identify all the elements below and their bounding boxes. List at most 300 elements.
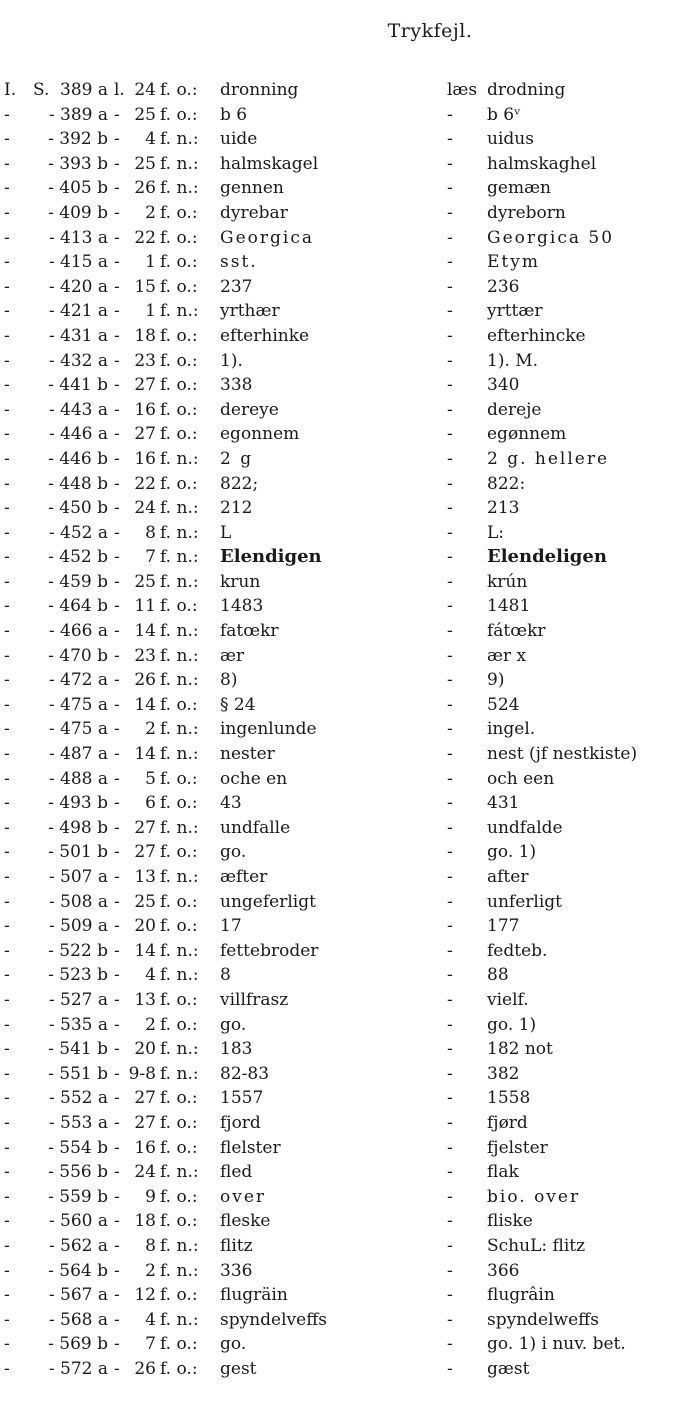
erroneous-text: halmskagel — [220, 153, 319, 174]
direction-note: f. n.: — [160, 1162, 199, 1183]
line-prefix: - — [114, 1088, 120, 1109]
page-ref: - 507 a — [48, 867, 108, 887]
errata-row — [0, 865, 700, 890]
line-number: 25 — [134, 571, 156, 592]
read-as-marker: - — [447, 867, 453, 887]
volume-marker: - — [4, 473, 10, 494]
direction-note: f. o.: — [160, 842, 198, 863]
read-as-marker: - — [447, 793, 453, 814]
corrected-text: yrttær — [487, 301, 543, 322]
volume-marker: - — [4, 596, 10, 617]
line-prefix: - — [114, 1334, 120, 1355]
line-number: 26 — [134, 178, 156, 199]
corrected-text: 9) — [487, 670, 505, 691]
page-ref: - 523 b — [48, 965, 108, 986]
erroneous-text: 212 — [220, 498, 253, 519]
line-prefix: - — [114, 768, 120, 789]
line-prefix: - — [114, 129, 120, 150]
volume-marker: - — [4, 301, 10, 322]
errata-row — [0, 1111, 700, 1136]
line-number: 24 — [134, 80, 156, 100]
corrected-text: 88 — [487, 965, 509, 986]
corrected-text: flugrâin — [487, 1285, 555, 1306]
volume-marker: - — [4, 104, 10, 125]
page-prefix: S. — [33, 80, 50, 100]
read-as-marker: - — [447, 202, 453, 223]
errata-row — [0, 226, 700, 251]
direction-note: f. n.: — [160, 1063, 199, 1084]
line-number: 27 — [134, 424, 156, 445]
erroneous-text: 8) — [220, 670, 238, 691]
read-as-marker: - — [447, 252, 453, 273]
read-as-marker: - — [447, 104, 453, 125]
read-as-marker: - — [447, 891, 453, 912]
volume-marker: - — [4, 399, 10, 420]
erroneous-text: Georgica — [220, 227, 314, 248]
corrected-text: SchuL: flitz — [487, 1235, 586, 1256]
line-prefix: - — [114, 1162, 120, 1183]
corrected-text: vielf. — [487, 989, 529, 1010]
direction-note: f. o.: — [160, 1211, 198, 1232]
errata-row — [0, 496, 700, 521]
volume-marker: - — [4, 768, 10, 789]
volume-marker: - — [4, 1137, 10, 1158]
line-prefix: - — [114, 793, 120, 814]
line-prefix: - — [114, 202, 120, 223]
erroneous-text: sst. — [220, 252, 258, 273]
erroneous-text: dyrebar — [220, 202, 288, 223]
read-as-marker: - — [447, 301, 453, 322]
volume-marker: - — [4, 621, 10, 642]
page-ref: - 498 b — [48, 817, 108, 838]
erroneous-text: spyndelveffs — [220, 1309, 328, 1330]
volume-marker: - — [4, 916, 10, 937]
errata-row — [0, 1185, 700, 1210]
line-number: 27 — [134, 842, 156, 863]
erroneous-text: go. — [220, 1014, 247, 1035]
volume-marker: - — [4, 793, 10, 814]
errata-row — [0, 1037, 700, 1062]
corrected-text: ingel. — [487, 719, 536, 740]
errata-row — [0, 447, 700, 472]
volume-marker: - — [4, 1358, 10, 1379]
line-prefix: - — [114, 547, 120, 568]
line-number: 12 — [134, 1285, 156, 1306]
line-number: 23 — [134, 350, 156, 371]
read-as-marker: - — [447, 768, 453, 789]
corrected-text: dyreborn — [487, 202, 566, 223]
volume-marker: - — [4, 891, 10, 912]
errata-row — [0, 1136, 700, 1161]
errata-row — [0, 1332, 700, 1357]
direction-note: f. n.: — [160, 498, 199, 519]
volume-marker: I. — [4, 80, 17, 100]
line-number: 5 — [145, 768, 156, 789]
read-as-marker: - — [447, 694, 453, 715]
volume-marker: - — [4, 1211, 10, 1232]
line-prefix: - — [114, 301, 120, 322]
read-as-marker: - — [447, 1334, 453, 1355]
corrected-text: Elendeligen — [487, 546, 607, 568]
errata-row — [0, 275, 700, 300]
errata-row — [0, 324, 700, 349]
line-prefix: - — [114, 375, 120, 396]
errata-row — [0, 398, 700, 423]
read-as-marker: - — [447, 842, 453, 863]
corrected-text: gemæn — [487, 178, 551, 199]
corrected-text: nest (jf nestkiste) — [487, 744, 638, 765]
errata-row — [0, 545, 700, 570]
line-prefix: - — [114, 399, 120, 420]
read-as-marker: - — [447, 916, 453, 937]
page-ref: - 446 a — [48, 424, 108, 445]
read-as-marker: - — [447, 1285, 453, 1306]
line-prefix: - — [114, 891, 120, 912]
line-number: 9 — [145, 1186, 156, 1207]
direction-note: f. o.: — [160, 424, 198, 445]
page-ref: 389 a — [60, 80, 108, 100]
volume-marker: - — [4, 129, 10, 150]
errata-row — [0, 767, 700, 792]
page-ref: - 415 a — [48, 252, 108, 273]
direction-note: f. o.: — [160, 473, 198, 494]
page-ref: - 470 b — [48, 645, 108, 666]
errata-row — [0, 840, 700, 865]
line-prefix: - — [114, 817, 120, 838]
erroneous-text: flelster — [220, 1137, 281, 1158]
erroneous-text: 82-83 — [220, 1063, 270, 1084]
page-ref: - 493 b — [48, 793, 108, 814]
read-as-marker: - — [447, 670, 453, 691]
erroneous-text: ingenlunde — [220, 719, 317, 740]
errata-row — [0, 472, 700, 497]
page-ref: - 522 b — [48, 940, 108, 961]
page-ref: - 432 a — [48, 350, 108, 371]
errata-row — [0, 299, 700, 324]
direction-note: f. o.: — [160, 350, 198, 371]
read-as-marker: - — [447, 965, 453, 986]
line-prefix: - — [114, 448, 120, 469]
erroneous-text: fjord — [220, 1112, 261, 1133]
erroneous-text: § 24 — [220, 694, 256, 715]
line-number: 27 — [134, 1112, 156, 1133]
read-as-marker: - — [447, 424, 453, 445]
direction-note: f. o.: — [160, 80, 198, 100]
corrected-text: unferligt — [487, 891, 562, 912]
read-as-marker: - — [447, 621, 453, 642]
line-prefix: - — [114, 916, 120, 937]
errata-row — [0, 201, 700, 226]
read-as-marker: - — [447, 1039, 453, 1060]
errata-row — [0, 644, 700, 669]
erroneous-text: undfalle — [220, 817, 291, 838]
volume-marker: - — [4, 375, 10, 396]
page-ref: - 569 b — [48, 1334, 108, 1355]
page-ref: - 553 a — [48, 1112, 108, 1133]
page-ref: - 443 a — [48, 399, 108, 420]
corrected-text: 524 — [487, 694, 520, 715]
direction-note: f. o.: — [160, 375, 198, 396]
direction-note: f. o.: — [160, 1088, 198, 1109]
corrected-text: 340 — [487, 375, 520, 396]
volume-marker: - — [4, 571, 10, 592]
line-prefix: - — [114, 670, 120, 691]
corrected-text: efterhincke — [487, 325, 586, 346]
page-ref: - 472 a — [48, 670, 108, 691]
line-number: 16 — [134, 399, 156, 420]
line-prefix: - — [114, 744, 120, 765]
errata-row — [0, 939, 700, 964]
volume-marker: - — [4, 1309, 10, 1330]
page-ref: - 560 a — [48, 1211, 108, 1232]
page-ref: - 508 a — [48, 891, 108, 912]
corrected-text: fjelster — [487, 1137, 548, 1158]
volume-marker: - — [4, 1186, 10, 1207]
direction-note: f. o.: — [160, 325, 198, 346]
errata-row — [0, 152, 700, 177]
errata-row — [0, 78, 700, 103]
erroneous-text: krun — [220, 571, 261, 592]
direction-note: f. n.: — [160, 1309, 199, 1330]
erroneous-text: 237 — [220, 276, 253, 297]
page-ref: - 392 b — [48, 129, 108, 150]
page-ref: - 450 b — [48, 498, 108, 519]
page-ref: - 446 b — [48, 448, 108, 469]
erroneous-text: gest — [220, 1358, 257, 1379]
volume-marker: - — [4, 1039, 10, 1060]
page-ref: - 389 a — [48, 104, 108, 125]
direction-note: f. n.: — [160, 621, 199, 642]
corrected-text: fjørd — [487, 1112, 528, 1133]
line-number: 1 — [145, 301, 156, 322]
errata-row — [0, 1062, 700, 1087]
erroneous-text: egonnem — [220, 424, 300, 445]
line-number: 27 — [134, 375, 156, 396]
erroneous-text: over — [220, 1186, 267, 1207]
errata-row — [0, 1209, 700, 1234]
read-as-marker: - — [447, 498, 453, 519]
line-number: 22 — [134, 227, 156, 248]
line-number: 1 — [145, 252, 156, 273]
line-prefix: - — [114, 276, 120, 297]
page-ref: - 535 a — [48, 1014, 108, 1035]
line-prefix: - — [114, 227, 120, 248]
direction-note: f. n.: — [160, 129, 199, 150]
direction-note: f. o.: — [160, 202, 198, 223]
direction-note: f. n.: — [160, 965, 199, 986]
line-number: 2 — [145, 719, 156, 740]
volume-marker: - — [4, 670, 10, 691]
line-number: 15 — [134, 276, 156, 297]
read-as-marker: - — [447, 227, 453, 248]
direction-note: f. o.: — [160, 1334, 198, 1355]
errata-row — [0, 103, 700, 128]
read-as-marker: - — [447, 375, 453, 396]
erroneous-text: 2 g — [220, 448, 254, 469]
corrected-text: 1558 — [487, 1088, 531, 1109]
corrected-text: fliske — [487, 1211, 533, 1232]
read-as-marker: - — [447, 399, 453, 420]
read-as-marker: - — [447, 129, 453, 150]
read-as-marker: - — [447, 645, 453, 666]
volume-marker: - — [4, 252, 10, 273]
line-prefix: - — [114, 989, 120, 1010]
page-ref: - 459 b — [48, 571, 108, 592]
volume-marker: - — [4, 645, 10, 666]
errata-row — [0, 988, 700, 1013]
page-ref: - 452 a — [48, 522, 108, 543]
line-prefix: - — [114, 178, 120, 199]
erroneous-text: fleske — [220, 1211, 271, 1232]
volume-marker: - — [4, 940, 10, 961]
errata-row — [0, 742, 700, 767]
volume-marker: - — [4, 1014, 10, 1035]
corrected-text: 366 — [487, 1260, 520, 1281]
erroneous-text: efterhinke — [220, 325, 310, 346]
line-number: 2 — [145, 202, 156, 223]
volume-marker: - — [4, 989, 10, 1010]
direction-note: f. o.: — [160, 1358, 198, 1379]
line-prefix: - — [114, 867, 120, 887]
erroneous-text: dereye — [220, 399, 279, 420]
page-ref: - 567 a — [48, 1285, 108, 1306]
direction-note: f. n.: — [160, 670, 199, 691]
direction-note: f. n.: — [160, 1235, 199, 1256]
erroneous-text: go. — [220, 842, 247, 863]
read-as-marker: - — [447, 547, 453, 568]
direction-note: f. o.: — [160, 916, 198, 937]
errata-row — [0, 422, 700, 447]
erroneous-text: yrthær — [220, 301, 280, 322]
read-as-marker: - — [447, 350, 453, 371]
direction-note: f. o.: — [160, 1137, 198, 1158]
direction-note: f. n.: — [160, 867, 199, 887]
erroneous-text: L — [220, 522, 232, 543]
corrected-text: ær x — [487, 645, 527, 666]
corrected-text: fedteb. — [487, 940, 548, 961]
line-number: 20 — [134, 916, 156, 937]
corrected-text: 1481 — [487, 596, 531, 617]
page-ref: - 466 a — [48, 621, 108, 642]
erroneous-text: 336 — [220, 1260, 253, 1281]
errata-row — [0, 250, 700, 275]
read-as-marker: - — [447, 1186, 453, 1207]
erroneous-text: Elendigen — [220, 546, 322, 568]
direction-note: f. o.: — [160, 891, 198, 912]
page-ref: - 556 b — [48, 1162, 108, 1183]
line-prefix: - — [114, 252, 120, 273]
corrected-text: och een — [487, 768, 555, 789]
volume-marker: - — [4, 1162, 10, 1183]
erroneous-text: flitz — [220, 1235, 253, 1256]
erroneous-text: 822; — [220, 473, 259, 494]
page-ref: - 475 a — [48, 719, 108, 740]
volume-marker: - — [4, 1235, 10, 1256]
line-number: 14 — [134, 694, 156, 715]
corrected-text: flak — [487, 1162, 519, 1183]
line-number: 25 — [134, 891, 156, 912]
errata-row — [0, 1308, 700, 1333]
line-number: 13 — [134, 867, 156, 887]
direction-note: f. n.: — [160, 645, 199, 666]
volume-marker: - — [4, 1112, 10, 1133]
direction-note: f. o.: — [160, 989, 198, 1010]
corrected-text: bio. over — [487, 1186, 581, 1207]
direction-note: f. n.: — [160, 571, 199, 592]
read-as-marker: - — [447, 744, 453, 765]
erroneous-text: ær — [220, 645, 245, 666]
line-number: 27 — [134, 1088, 156, 1109]
page-ref: - 509 a — [48, 916, 108, 937]
line-number: 16 — [134, 448, 156, 469]
line-number: 2 — [145, 1260, 156, 1281]
page-ref: - 564 b — [48, 1260, 108, 1281]
direction-note: f. n.: — [160, 153, 199, 174]
line-number: 23 — [134, 645, 156, 666]
direction-note: f. o.: — [160, 399, 198, 420]
line-number: 8 — [145, 1235, 156, 1256]
line-prefix: - — [114, 473, 120, 494]
erroneous-text: 183 — [220, 1039, 253, 1060]
volume-marker: - — [4, 1334, 10, 1355]
page-ref: - 501 b — [48, 842, 108, 863]
line-prefix: - — [114, 104, 120, 125]
corrected-text: dereje — [487, 399, 542, 420]
line-number: 7 — [145, 1334, 156, 1355]
corrected-text: 182 not — [487, 1039, 553, 1060]
errata-row — [0, 668, 700, 693]
read-as-marker: - — [447, 1063, 453, 1084]
errata-row — [0, 1357, 700, 1382]
line-prefix: - — [114, 1309, 120, 1330]
corrected-text: 431 — [487, 793, 520, 814]
read-as-marker: - — [447, 1112, 453, 1133]
errata-row — [0, 1160, 700, 1185]
corrected-text: spyndelweffs — [487, 1309, 599, 1330]
erroneous-text: 338 — [220, 375, 253, 396]
read-as-marker: - — [447, 719, 453, 740]
errata-row — [0, 914, 700, 939]
errata-row — [0, 1086, 700, 1111]
corrected-text: go. 1) — [487, 842, 537, 863]
line-prefix: - — [114, 940, 120, 961]
volume-marker: - — [4, 350, 10, 371]
read-as-marker: - — [447, 1014, 453, 1035]
direction-note: f. o.: — [160, 1186, 198, 1207]
line-number: 9-8 — [128, 1063, 156, 1084]
erroneous-text: nester — [220, 744, 275, 765]
page-ref: - 409 b — [48, 202, 108, 223]
line-prefix: - — [114, 1285, 120, 1306]
corrected-text: Etym — [487, 252, 540, 273]
page-ref: - 551 b — [48, 1063, 108, 1084]
volume-marker: - — [4, 424, 10, 445]
page-title: Trykfejl. — [387, 20, 473, 42]
direction-note: f. o.: — [160, 227, 198, 248]
corrected-text: uidus — [487, 129, 534, 150]
line-number: 24 — [134, 498, 156, 519]
page-ref: - 464 b — [48, 596, 108, 617]
corrected-text: 177 — [487, 916, 520, 937]
line-number: 14 — [134, 940, 156, 961]
erroneous-text: oche en — [220, 768, 288, 789]
line-prefix: - — [114, 694, 120, 715]
erroneous-text: gennen — [220, 178, 284, 199]
page-ref: - 541 b — [48, 1039, 108, 1060]
line-number: 13 — [134, 989, 156, 1010]
direction-note: f. n.: — [160, 719, 199, 740]
volume-marker: - — [4, 1285, 10, 1306]
